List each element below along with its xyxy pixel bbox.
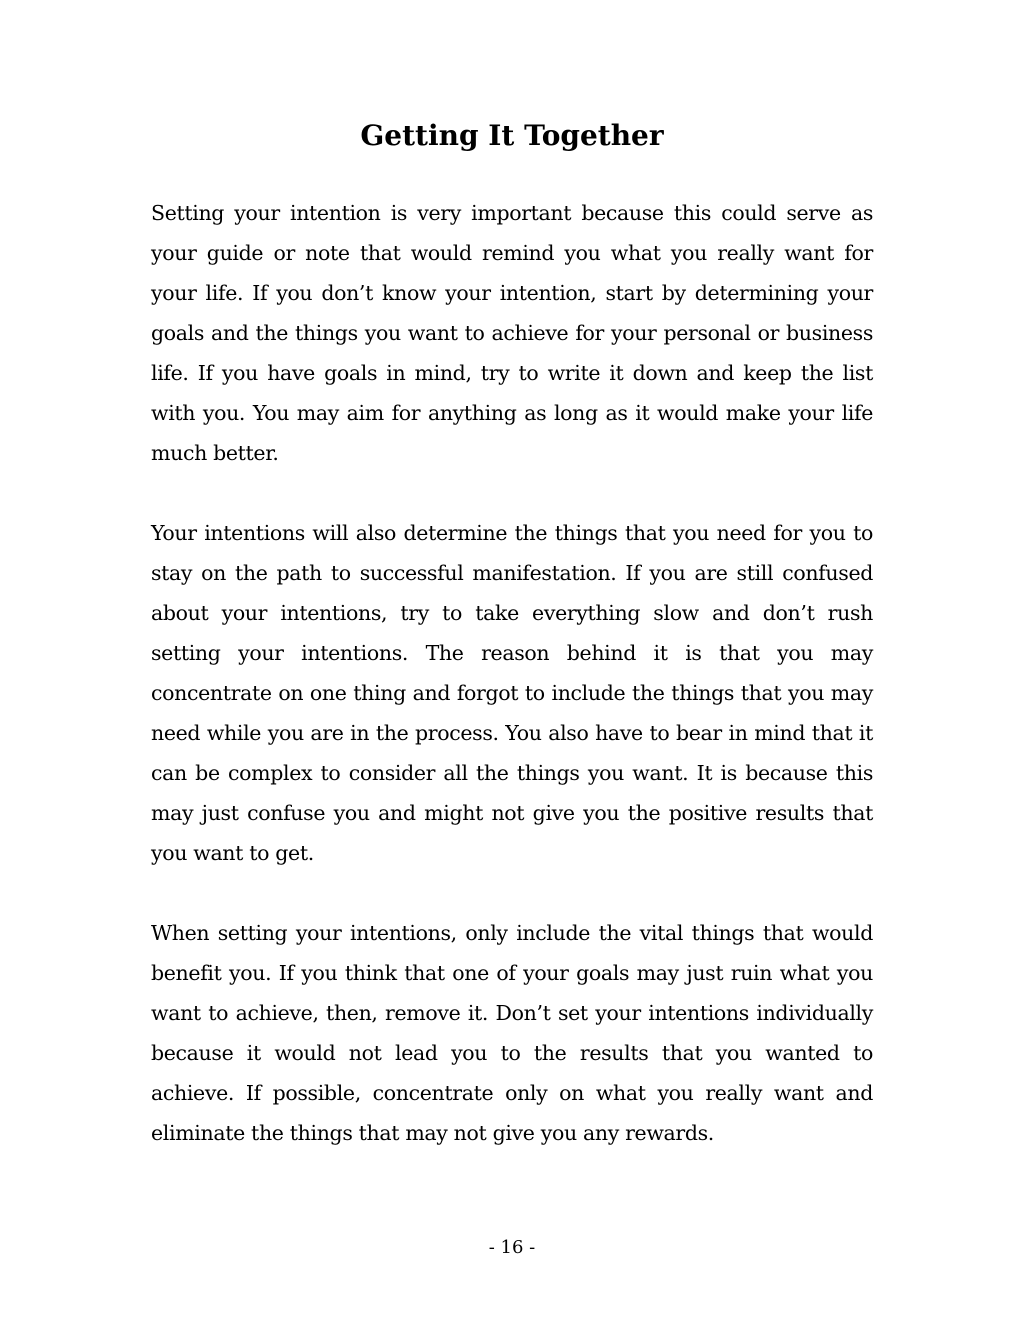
page-title: Getting It Together bbox=[360, 119, 664, 152]
page-number: - 16 - bbox=[488, 1237, 536, 1258]
paragraph-1: Setting your intention is very important because this could serve as your guide or note that would remind you what you really want for your life. If you don’t know your intention, start by determining your goals and the things you want to achieve for your personal or business life. If you have goals in mind, try to write it down and keep the list with you. You may aim for anything as long as it would make your life much better. bbox=[151, 201, 873, 465]
body-text bbox=[151, 193, 873, 1193]
paragraph-2: Your intentions will also determine the things that you need for you to stay on the path to successful manifestation. If you are still confused about your intentions, try to take everything slow and don’t rush setting your intentions. The reason behind it is that you may concentrate on one thing and forgot to include the things that you may need while you are in the process. You also have to bear in mind that it can be complex to consider all the things you want. It is because this may just confuse you and might not give you the positive results that you want to get. bbox=[151, 521, 873, 865]
paragraph-3: When setting your intentions, only include the vital things that would benefit you. If you think that one of your goals may just ruin what you want to achieve, then, remove it. Don’t set your intentions individually because it would not lead you to the results that you wanted to achieve. If possible, concentrate only on what you really want and eliminate the things that may not give you any rewards. bbox=[151, 921, 873, 1145]
